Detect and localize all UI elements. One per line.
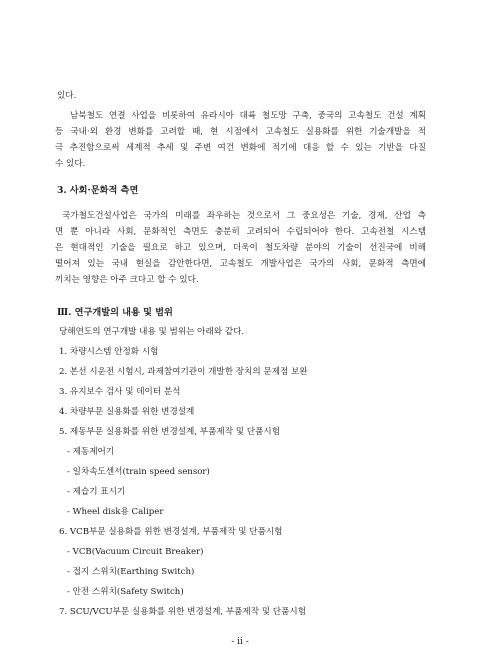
para1-line-1: 남북철도 연결 사업을 비롯하여 유라시아 대륙 철도망 구축, 중국의 고속철도 건설 계획 (70, 111, 426, 121)
page-number: - ii - (231, 637, 249, 647)
para2-line-3: 은 현대적인 기술을 필요로 하고 있으며, 더욱이 철도차량 분야의 기술이 선진국에 비해 (55, 243, 426, 253)
intro-tail: 있다. (57, 91, 77, 101)
section3-heading: 3. 사회·문화적 측면 (57, 185, 139, 196)
chapter3-heading: Ⅲ. 연구개발의 내용 및 범위 (57, 307, 173, 318)
para1-line-4: 수 있다. (55, 159, 86, 169)
sub6-item-1: - VCB(Vacuum Circuit Breaker) (67, 547, 204, 557)
sub6-item-2: - 접지 스위치(Earthing Switch) (67, 567, 195, 577)
para2-line-4: 떨어져 있는 국내 현실을 감안한다면, 고속철도 개발사업은 국가의 사회, 문화적 측면에 (55, 259, 426, 269)
para1-line-3: 극 추진함으로써 세계적 추세 및 주변 여건 변화에 적기에 대응 할 수 있는 기반을 다질 (55, 143, 426, 153)
sub6-item-3: - 안전 스위치(Safety Switch) (67, 587, 184, 597)
list-item-4: 4. 차량부문 실용화를 위한 변경설계 (59, 407, 195, 417)
list-item-3: 3. 유지보수 검사 및 데이터 분석 (59, 387, 181, 397)
sub5-item-1: - 제동제어기 (67, 447, 115, 457)
list-item-2: 2. 본선 시운전 시험시, 과제참여기관이 개발한 장치의 문제점 보완 (59, 367, 308, 377)
sub5-item-2: - 일차속도센서(train speed sensor) (67, 467, 210, 477)
para2-line-2: 면 뿐 아니라 사회, 문화적인 측면도 충분히 고려되어 수립되어야 한다. 고속전철 시스템 (55, 227, 426, 237)
sub5-item-3: - 제습기 표시기 (67, 487, 126, 497)
list-item-6: 6. VCB부문 실용화를 위한 변경설계, 부품제작 및 단품시험 (59, 527, 283, 537)
list-item-7: 7. SCU/VCU부문 실용화를 위한 변경설계, 부품제작 및 단품시험 (59, 607, 307, 617)
para1-line-2: 등 국내·외 환경 변화를 고려할 때, 현 시점에서 고속철도 실용화를 위한 기술개발을 적 (55, 127, 426, 137)
list-item-5: 5. 제동부문 실용화를 위한 변경설계, 부품제작 및 단품시험 (59, 427, 280, 437)
list-item-1: 1. 차량시스템 안정화 시험 (59, 347, 159, 357)
sub5-item-4: - Wheel disk용 Caliper (67, 507, 164, 517)
chapter3-intro: 당해연도의 연구개발 내용 및 범위는 아래와 같다. (59, 327, 245, 337)
para2-line-1: 국가철도건설사업은 국가의 미래를 좌우하는 것으로서 그 중요성은 기술, 경제, 산업 측 (62, 211, 426, 221)
para2-line-5: 끼치는 영향은 아주 크다고 할 수 있다. (55, 275, 199, 285)
